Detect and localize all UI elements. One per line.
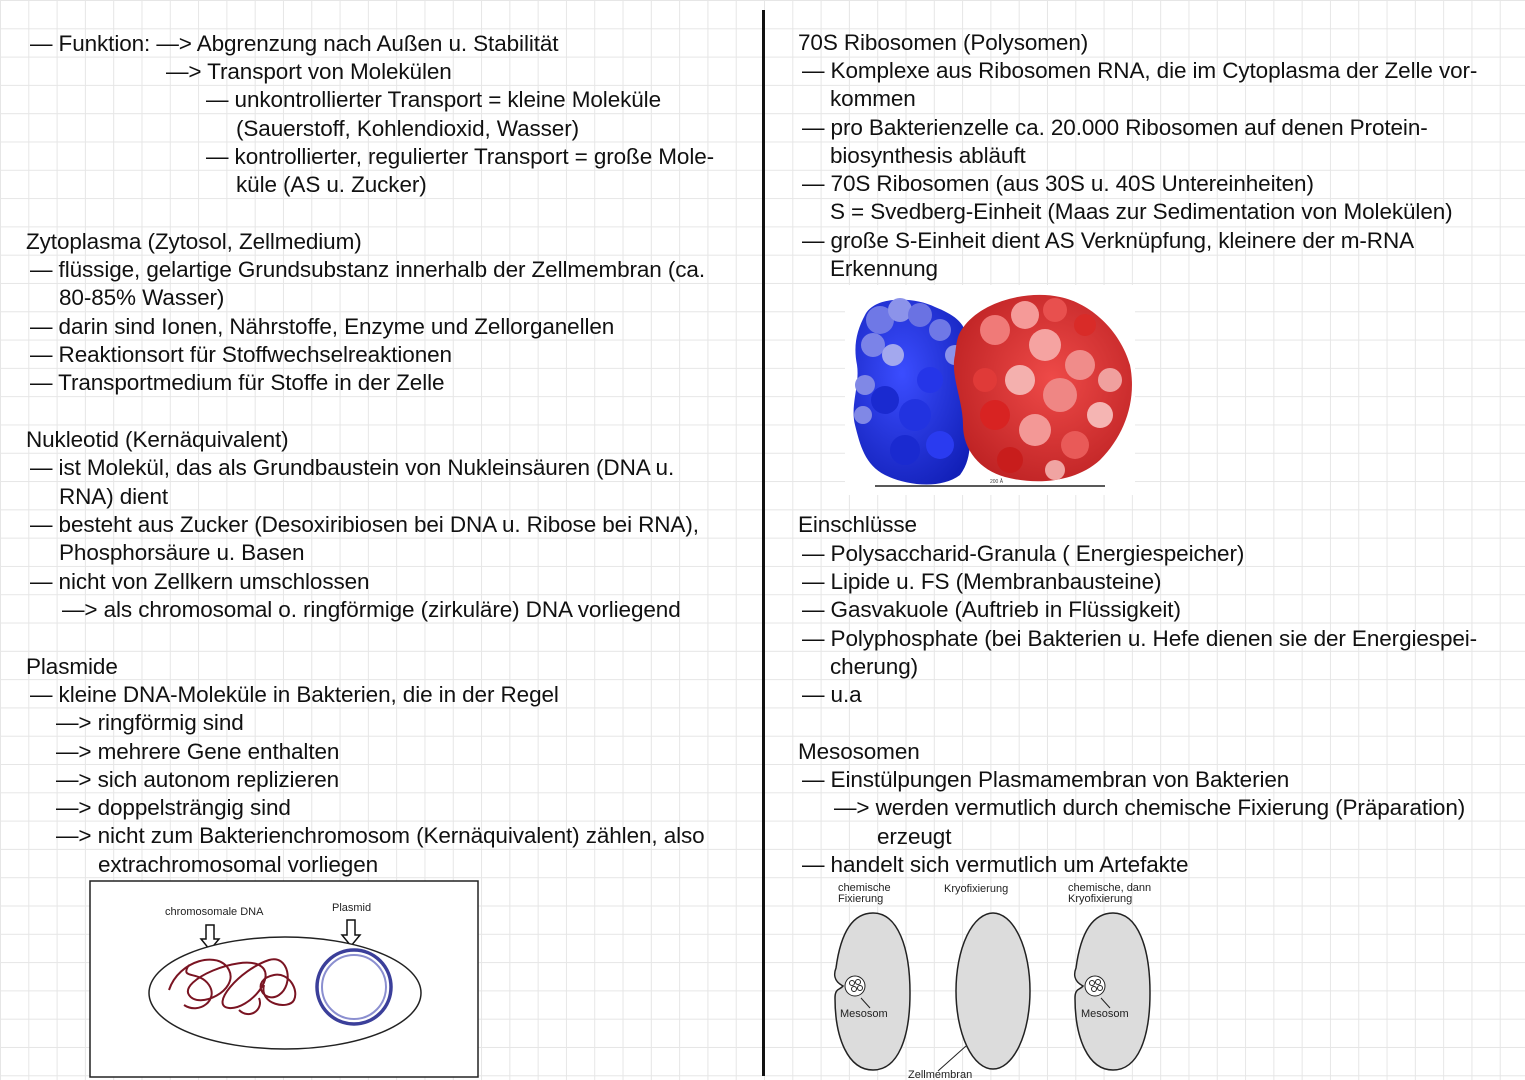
- text-line: Erkennung: [830, 256, 938, 281]
- text-line: cherung): [830, 654, 919, 679]
- text-line: Phosphorsäure u. Basen: [59, 540, 305, 565]
- text-line: — 70S Ribosomen (aus 30S u. 40S Untereinheiten): [802, 171, 1314, 196]
- section-heading: 70S Ribosomen (Polysomen): [798, 30, 1089, 55]
- section-heading: Zytoplasma (Zytosol, Zellmedium): [26, 229, 362, 254]
- svg-text:Fixierung: Fixierung: [838, 893, 884, 905]
- svg-text:Mesosom: Mesosom: [840, 1008, 888, 1020]
- text-line: — kleine DNA-Moleküle in Bakterien, die in der Regel: [30, 682, 559, 707]
- text-line: — besteht aus Zucker (Desoxiribiosen bei DNA u. Ribose bei RNA),: [30, 512, 699, 537]
- text-line: — nicht von Zellkern umschlossen: [30, 569, 370, 594]
- column-divider: [762, 10, 765, 1076]
- section-heading: Einschlüsse: [798, 512, 917, 537]
- text-line: küle (AS u. Zucker): [236, 172, 427, 197]
- text-line: — Komplexe aus Ribosomen RNA, die im Cytoplasma der Zelle vor-: [802, 58, 1478, 83]
- text-line: — u.a: [802, 682, 862, 707]
- plasmid-label: Plasmid: [332, 902, 372, 914]
- cell-chemical-cryofixation: [1075, 913, 1150, 1070]
- text-line: — große S-Einheit dient AS Verknüpfung, kleinere der m-RNA: [802, 228, 1415, 253]
- text-line: — kontrollierter, regulierter Transport = große Mole-: [206, 144, 715, 169]
- section-heading: Nukleotid (Kernäquivalent): [26, 427, 289, 452]
- text-line: biosynthesis abläuft: [830, 143, 1026, 168]
- section-heading: Mesosomen: [798, 739, 920, 764]
- text-line: — Funktion: —> Abgrenzung nach Außen u. Stabilität: [30, 31, 559, 56]
- section-heading: Plasmide: [26, 654, 118, 679]
- text-line: — Polyphosphate (bei Bakterien u. Hefe dienen sie der Energiespei-: [802, 626, 1478, 651]
- text-line: kommen: [830, 86, 916, 111]
- text-line: —> doppelsträngig sind: [56, 795, 291, 820]
- text-line: —> ringförmig sind: [56, 710, 244, 735]
- text-line: (Sauerstoff, Kohlendioxid, Wasser): [236, 116, 580, 141]
- text-line: — handelt sich vermutlich um Artefakte: [802, 852, 1189, 877]
- text-line: — Gasvakuole (Auftrieb in Flüssigkeit): [802, 597, 1181, 622]
- cell-chemical-fixation: [835, 913, 910, 1070]
- text-line: — Lipide u. FS (Membranbausteine): [802, 569, 1162, 594]
- svg-text:Kryofixierung: Kryofixierung: [944, 883, 1009, 895]
- text-line: extrachromosomal vorliegen: [98, 852, 379, 877]
- svg-text:chemische, dann: chemische, dann: [1068, 882, 1152, 894]
- text-line: — Einstülpungen Plasmamembran von Bakterien: [802, 767, 1290, 792]
- ribosome-image: [845, 285, 1135, 495]
- chromosomal-dna-label: chromosomale DNA: [165, 906, 264, 918]
- text-line: 80-85% Wasser): [59, 285, 225, 310]
- text-line: erzeugt: [877, 824, 952, 849]
- svg-text:Mesosom: Mesosom: [1081, 1008, 1129, 1020]
- text-line: —> sich autonom replizieren: [56, 767, 340, 792]
- text-line: — ist Molekül, das als Grundbaustein von Nukleinsäuren (DNA u.: [30, 455, 675, 480]
- bacterial-cell-outline: [149, 937, 421, 1049]
- text-line: —> werden vermutlich durch chemische Fixierung (Präparation): [834, 795, 1466, 820]
- text-line: — pro Bakterienzelle ca. 20.000 Ribosomen auf denen Protein-: [802, 115, 1428, 140]
- text-line: —> als chromosomal o. ringförmige (zirkuläre) DNA vorliegend: [62, 597, 681, 622]
- text-line: —> Transport von Molekülen: [166, 59, 452, 84]
- text-line: — Transportmedium für Stoffe in der Zelle: [30, 370, 445, 395]
- mesosome-figure: [828, 878, 1208, 1080]
- text-line: — unkontrollierter Transport = kleine Moleküle: [206, 87, 661, 112]
- text-line: —> nicht zum Bakterienchromosom (Kernäquivalent) zählen, also: [56, 823, 705, 848]
- cell-cryofixation: [956, 913, 1030, 1069]
- text-line: — darin sind Ionen, Nährstoffe, Enzyme und Zellorganellen: [30, 314, 615, 339]
- svg-text:Zellmembran: Zellmembran: [908, 1069, 973, 1080]
- text-line: S = Svedberg-Einheit (Maas zur Sedimentation von Molekülen): [830, 199, 1453, 224]
- svg-text:chemische: chemische: [838, 882, 891, 894]
- svg-text:Kryofixierung: Kryofixierung: [1068, 893, 1133, 905]
- text-line: — Polysaccharid-Granula ( Energiespeicher): [802, 541, 1245, 566]
- text-line: —> mehrere Gene enthalten: [56, 739, 340, 764]
- plasmid-figure: [89, 880, 479, 1078]
- text-line: RNA) dient: [59, 484, 169, 509]
- scale-label: 200 Å: [990, 479, 1004, 485]
- text-line: — flüssige, gelartige Grundsubstanz innerhalb der Zellmembran (ca.: [30, 257, 705, 282]
- text-line: — Reaktionsort für Stoffwechselreaktionen: [30, 342, 452, 367]
